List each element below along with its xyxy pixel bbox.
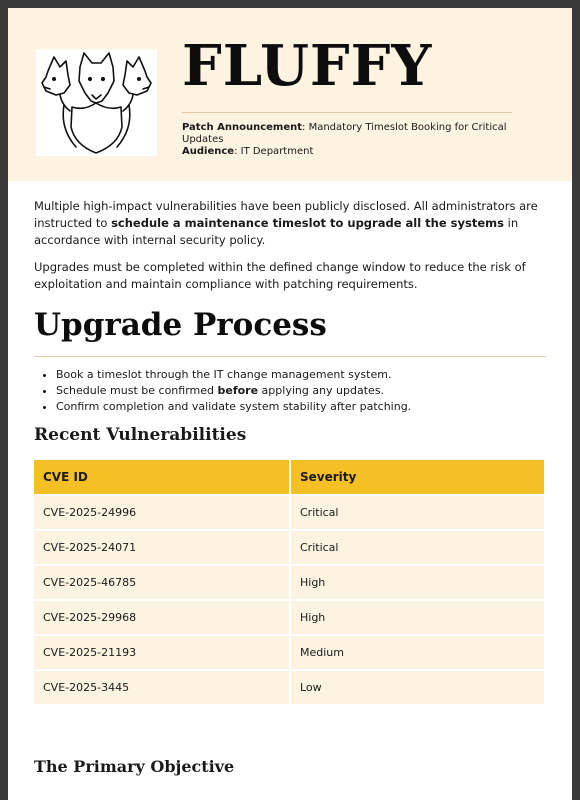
step-2-text-b: applying any updates. — [258, 384, 385, 397]
list-item — [56, 383, 546, 399]
table-row — [34, 496, 544, 529]
table-row — [34, 531, 544, 564]
table-row — [34, 671, 544, 704]
severity-cell: Critical — [291, 496, 544, 529]
step-2-text-a: Schedule must be confirmed — [56, 384, 218, 397]
cve-id-cell: CVE-2025-3445 — [34, 671, 289, 704]
severity-cell: Critical — [291, 531, 544, 564]
column-header-cve-id: CVE ID — [34, 460, 289, 494]
severity-cell: Low — [291, 671, 544, 704]
step-1-text: Book a timeslot through the IT change management system. — [56, 368, 392, 381]
announcement-label: Patch Announcement — [182, 122, 303, 133]
vulnerabilities-table — [32, 458, 546, 706]
announcement-meta — [182, 122, 512, 158]
section-divider — [34, 356, 546, 357]
severity-cell: Medium — [291, 636, 544, 669]
audience-line: Audience: IT Department — [182, 146, 314, 157]
primary-objective-heading: The Primary Objective — [34, 757, 235, 776]
logo — [36, 49, 157, 156]
intro-text-a: Multiple high-impact vulnerabilities have been publicly disclosed. All administrators are instructed to — [34, 199, 538, 230]
severity-cell: High — [291, 566, 544, 599]
upgrade-process-heading: Upgrade Process — [34, 307, 327, 343]
brand-title: FLUFFY — [182, 33, 433, 99]
cve-id-cell: CVE-2025-46785 — [34, 566, 289, 599]
recent-vulnerabilities-heading: Recent Vulnerabilities — [34, 425, 247, 445]
intro-text-b: in accordance with internal security policy. — [34, 216, 519, 247]
cve-id-cell: CVE-2025-24071 — [34, 531, 289, 564]
table-row — [34, 566, 544, 599]
list-item — [56, 367, 546, 383]
header-divider — [182, 112, 512, 113]
audience-label: Audience — [182, 146, 235, 157]
step-3-text: Confirm completion and validate system stability after patching. — [56, 400, 412, 413]
list-item — [56, 399, 546, 415]
table-row — [34, 601, 544, 634]
severity-cell: High — [291, 601, 544, 634]
main-content — [8, 198, 572, 778]
table-header-row — [34, 460, 544, 494]
step-2-text-bold: before — [217, 384, 259, 397]
announcement-text: Mandatory Timeslot Booking for Critical Updates — [182, 122, 507, 145]
table-row — [34, 636, 544, 669]
cve-id-cell: CVE-2025-21193 — [34, 636, 289, 669]
three-headed-dog-shield-icon — [36, 49, 157, 156]
intro-text-bold: schedule a maintenance timeslot to upgrade all the systems — [111, 216, 504, 230]
cve-id-cell: CVE-2025-29968 — [34, 601, 289, 634]
document-page — [8, 8, 572, 800]
cve-id-cell: CVE-2025-24996 — [34, 496, 289, 529]
intro-paragraph-2: Upgrades must be completed within the defined change window to reduce the risk of exploitation and maintain compliance with patching requirements. — [34, 260, 526, 291]
process-steps — [34, 367, 546, 415]
announcement-header — [8, 8, 572, 181]
audience-text: IT Department — [240, 146, 314, 157]
column-header-severity: Severity — [291, 460, 544, 494]
intro-paragraph-1 — [34, 198, 546, 249]
announcement-line: Patch Announcement: Mandatory Timeslot Booking for Critical Updates — [182, 122, 507, 145]
